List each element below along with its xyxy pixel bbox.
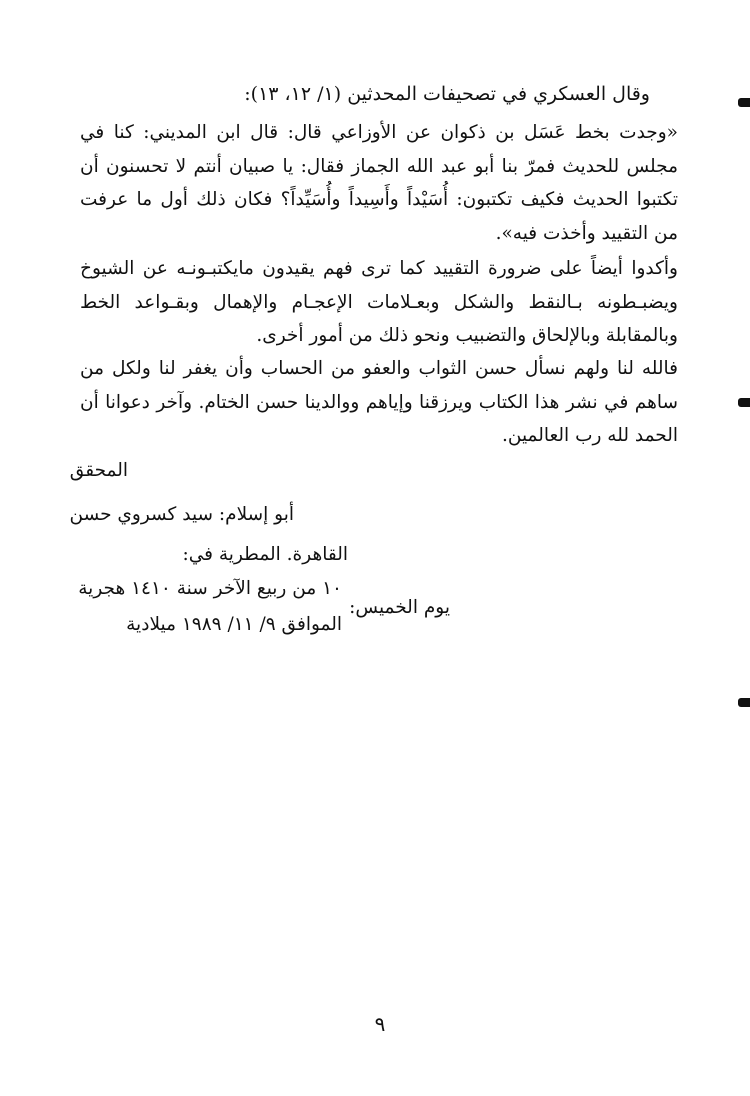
signature-gregorian-date: الموافق ٩/ ١١/ ١٩٨٩ ميلادية <box>126 614 342 635</box>
signature-city: القاهرة. المطرية في: <box>182 544 348 565</box>
page-edge-mark <box>738 698 750 707</box>
body-paragraph <box>80 252 678 353</box>
page-edge-mark <box>738 398 750 407</box>
page-number: ٩ <box>374 1012 386 1036</box>
paragraph-text: وأكدوا أيضاً على ضرورة التقييد كما ترى فهم يقيدون مايكتبـونـه عن الشيوخ ويضبـطونه بـالنقط والشكل وبعـلامات الإعجـام والإهمال وبقـواعد الخط وبالمقابلة وبالإلحاق والتضبيب ونحو ذلك من أمور أخرى. <box>80 258 678 346</box>
paragraph-text: فالله لنا ولهم نسأل حسن الثواب والعفو من الحساب وأن يغفر لنا ولكل من ساهم في نشر هذا الكتاب ويرزقنا وإياهم ووالدينا حسن الختام. وآخر دعوانا أن الحمد لله رب العالمين. <box>80 358 678 446</box>
signature-name: أبو إسلام: سيد كسروي حسن <box>69 504 294 525</box>
section-heading: وقال العسكري في تصحيفات المحدثين (١/ ١٢، ١٣): <box>244 83 650 105</box>
closing-paragraph <box>80 352 678 453</box>
signature-title: المحقق <box>69 460 128 481</box>
signature-hijri-date: ١٠ من ربيع الآخر سنة ١٤١٠ هجرية <box>78 578 342 599</box>
signature-day: يوم الخميس: <box>349 597 450 618</box>
quote-paragraph <box>80 116 678 250</box>
page-edge-mark <box>738 98 750 107</box>
paragraph-text: «وجدت بخط عَسَل بن ذكوان عن الأوزاعي قال: قال ابن المديني: كنا في مجلس للحديث فمرّ بنا أبو عبد الله الجماز فقال: يا صبيان أنتم لا تحسنون أن تكتبوا الحديث فكيف تكتبون: أُسَيْداً وأَسِيداً وأُسَيِّداً؟ فكان ذلك أول ما عرفت من التقييد وأخذت فيه». <box>80 122 678 244</box>
